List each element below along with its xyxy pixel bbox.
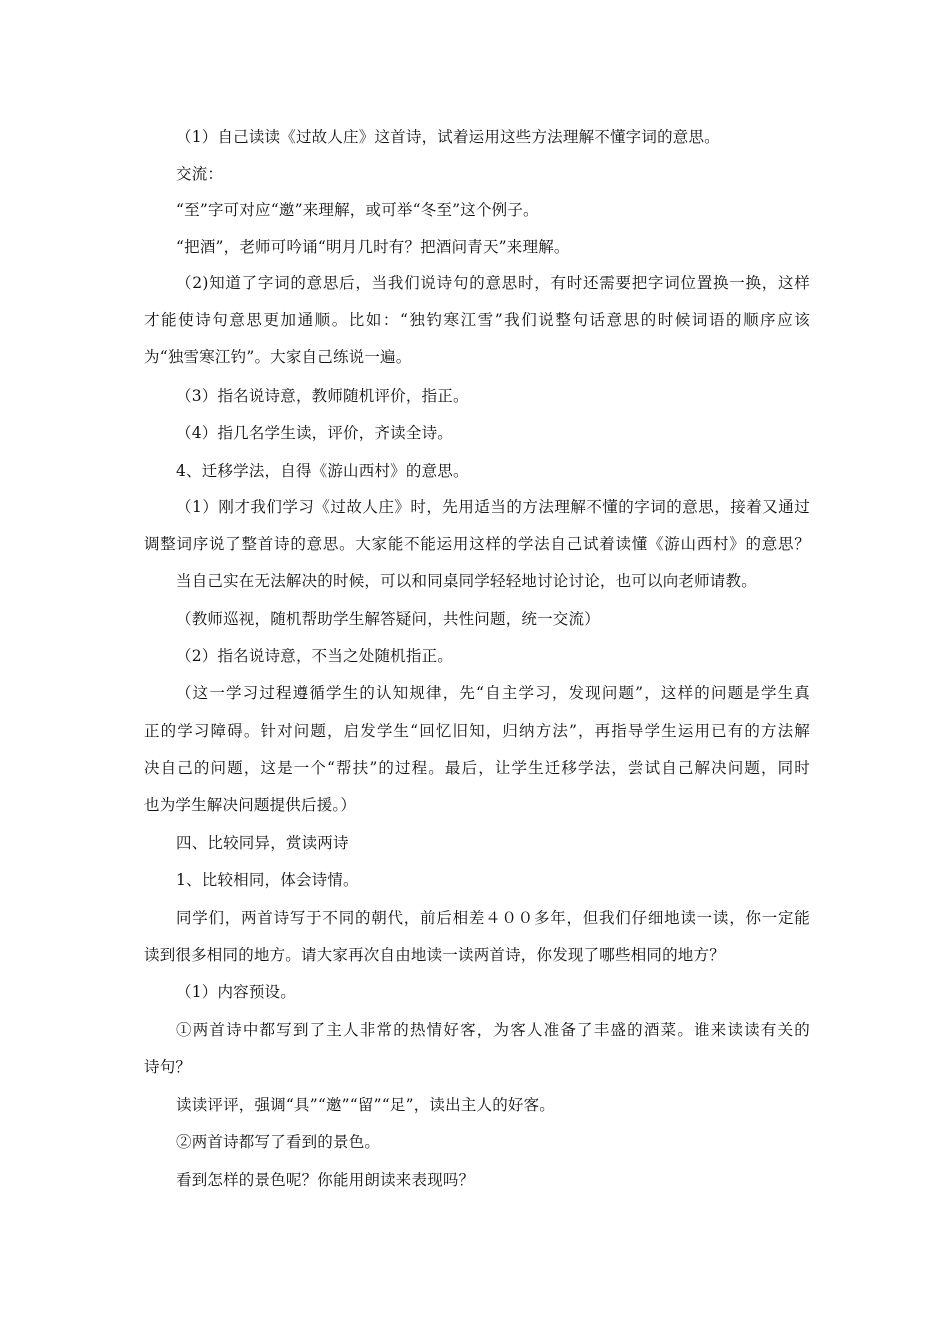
text-line: （这一学习过程遵循学生的认知规律，先“自主学习，发现问题”，这样的问题是学生真 [176, 684, 810, 702]
text-line: （1）内容预设。 [176, 983, 296, 1001]
text-line: 也为学生解决问题提供后援。） [144, 796, 357, 814]
text-line: ②两首诗都写了看到的景色。 [176, 1133, 381, 1151]
text-line: （教师巡视，随机帮助学生解答疑问，共性问题，统一交流） [176, 610, 600, 628]
text-line: 读读评评，强调“具”“邀”“留”“足”，读出主人的好客。 [176, 1096, 555, 1114]
text-line: 4、迁移学法，自得《游山西村》的意思。 [176, 462, 469, 480]
text-line: 才能使诗句意思更加通顺。比如：“独钓寒江雪”我们说整句话意思的时候词语的顺序应该 [144, 311, 810, 329]
text-line: 同学们，两首诗写于不同的朝代，前后相差４００多年，但我们仔细地读一读，你一定能 [176, 909, 810, 927]
text-line: （2)知道了字词的意思后，当我们说诗句的意思时，有时还需要把字词位置换一换，这样 [176, 274, 810, 292]
text-line: 当自己实在无法解决的时候，可以和同桌同学轻轻地讨论讨论，也可以向老师请教。 [176, 572, 757, 590]
text-line: （4）指几名学生读，评价，齐读全诗。 [176, 424, 453, 442]
text-line: 调整词序说了整首诗的意思。大家能不能运用这样的学法自己试着读懂《游山西村》的意思？ [144, 535, 810, 553]
text-line: “把酒”，老师可吟诵“明月几时有？把酒问青天”来理解。 [176, 238, 570, 256]
text-line: （1）自己读读《过故人庄》这首诗，试着运用这些方法理解不懂字词的意思。 [176, 128, 720, 146]
text-line: 读到很多相同的地方。请大家再次自由地读一读两首诗，你发现了哪些相同的地方？ [144, 946, 725, 964]
text-line: （1）刚才我们学习《过故人庄》时，先用适当的方法理解不懂的字词的意思，接着又通过 [176, 498, 810, 516]
text-line: 诗句？ [144, 1058, 192, 1076]
text-line: 交流： [176, 165, 224, 183]
text-line: “至”字可对应“邀”来理解，或可举“冬至”这个例子。 [176, 201, 539, 219]
section-heading: 四、比较同异，赏读两诗 [176, 834, 349, 852]
text-line: 看到怎样的景色呢？你能用朗读来表现吗？ [176, 1171, 475, 1189]
text-line: ①两首诗中都写到了主人非常的热情好客，为客人准备了丰盛的酒菜。谁来读读有关的 [176, 1021, 810, 1039]
text-line: 1、比较相同，体会诗情。 [176, 871, 359, 889]
text-line: 正的学习障碍。针对问题，启发学生“回忆旧知，归纳方法”，再指导学生运用已有的方法解 [144, 722, 810, 740]
text-line: 决自己的问题，这是一个“帮扶”的过程。最后，让学生迁移学法，尝试自己解决问题，同时 [144, 759, 810, 777]
text-line: 为“独雪寒江钓”。大家自己练说一遍。 [144, 348, 412, 366]
text-line: （2）指名说诗意，不当之处随机指正。 [176, 647, 453, 665]
text-line: （3）指名说诗意，教师随机评价，指正。 [176, 387, 469, 405]
